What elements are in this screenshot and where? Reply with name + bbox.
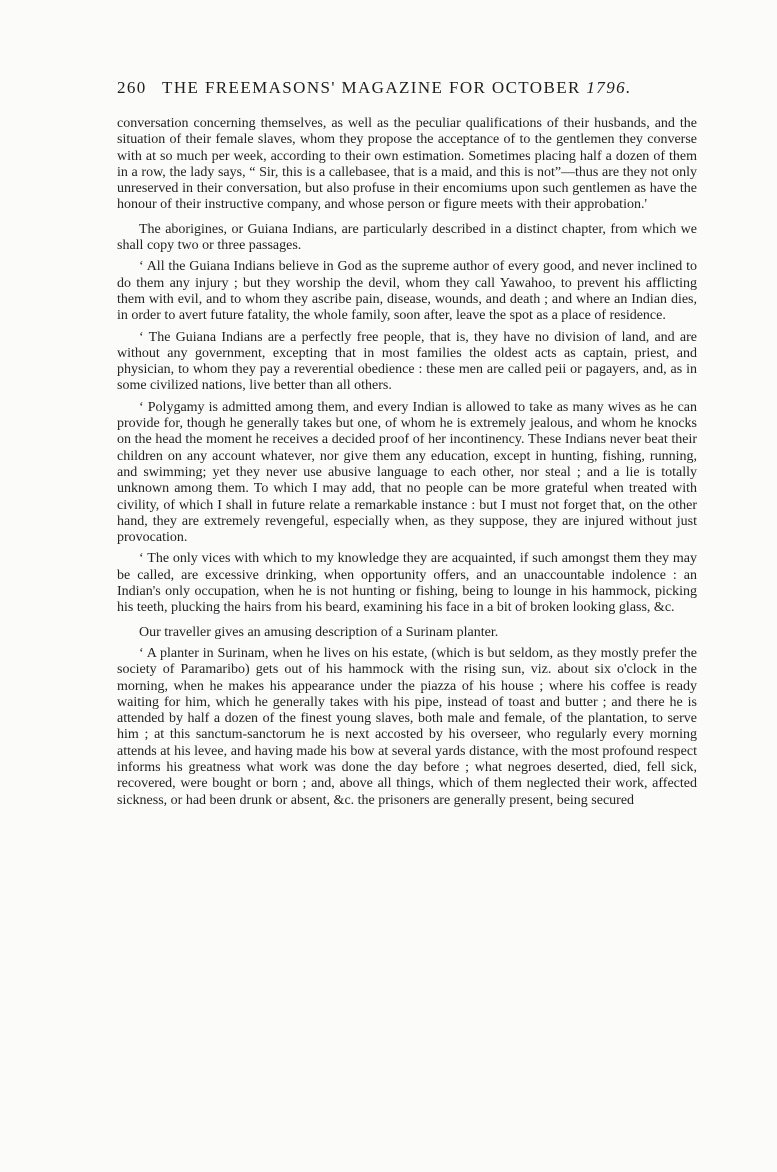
paragraph: ‘ A planter in Surinam, when he lives on his estate, (which is but seldom, as they mostly prefer the society of Paramaribo) gets out of his hammock with the rising sun, viz. about six o'clock in the morning, when he makes his appearance under the piazza of his house ; where his coffee is ready waiting for him, which he generally takes with his pipe, instead of toast and butter ; and there he is attended by half a dozen of the finest young slaves, both male and female, of the plantation, to serve him ; at this sanctum-sanctorum he is next accosted by his overseer, who regularly every morning attends at his levee, and having made his bow at several yards distance, with the most profound respect informs his greatness what work was done the day before ; what negroes deserted, died, fell sick, recovered, were bought or born ; and, above all things, which of them neglected their work, affected sickness, or had been drunk or absent, &c. the prisoners are generally present, being secured <box>117 645 697 808</box>
paragraph: ‘ Polygamy is admitted among them, and every Indian is allowed to take as many wives as he can provide for, though he generally takes but one, of whom he is extremely jealous, and whom he knocks on the head the moment he receives a decided proof of her incontinency. These Indians never beat their children on any account whatever, nor give them any education, except in hunting, fishing, running, and swimming; yet they never use abusive language to each other, nor steal ; and a lie is totally unknown among them. To which I may add, that no people can be more grateful when treated with civility, of which I shall in future relate a remarkable instance : but I must not forget that, on the other hand, they are extremely revengeful, especially when, as they suppose, they are injured without just provocation. <box>117 399 697 546</box>
paragraph: ‘ The Guiana Indians are a perfectly free people, that is, they have no division of land, and are without any government, excepting that in most families the oldest acts as captain, priest, and physician, to whom they pay a reverential obedience : these men are called peii or pagayers, and, as in some civilized nations, live better than all others. <box>117 329 697 394</box>
running-title: THE FREEMASONS' MAGAZINE FOR OCTOBER <box>162 78 581 97</box>
paragraph: ‘ The only vices with which to my knowledge they are acquainted, if such amongst them they may be called, are excessive drinking, when opportunity offers, and an unaccountable indolence : an Indian's only occupation, when he is not hunting or fishing, being to lounge in his hammock, picking his teeth, plucking the hairs from his beard, examining his face in a bit of broken looking glass, &c. <box>117 551 697 616</box>
running-header <box>117 78 699 98</box>
paragraph: The aborigines, or Guiana Indians, are particularly described in a distinct chapter, from which we shall copy two or three passages. <box>117 221 697 254</box>
paragraph: Our traveller gives an amusing description of a Surinam planter. <box>139 624 499 640</box>
page-number: 260 <box>117 78 147 97</box>
issue-year: 1796. <box>586 78 632 97</box>
body-text <box>117 116 697 809</box>
paragraph: ‘ All the Guiana Indians believe in God as the supreme author of every good, and never inclined to do them any injury ; but they worship the devil, whom they call Yawahoo, to prevent his afflicting them with evil, and to whom they ascribe pain, disease, wounds, and death ; and where an Indian dies, in order to avert future fatality, the whole family, soon after, leave the spot as a place of residence. <box>117 259 697 324</box>
paragraph: conversation concerning themselves, as well as the peculiar qualifications of their husbands, and the situation of their female slaves, whom they propose the acceptance of to the gentlemen they converse with at so much per week, according to their own estimation. Sometimes placing half a dozen of them in a row, the lady says, “ Sir, this is a callebasee, that is a maid, and this is not”—thus are they not only unreserved in their conversation, but also profuse in their encomiums upon such gentlemen as have the honour of their instructive company, and whose person or figure meets with their approbation.' <box>117 116 697 213</box>
